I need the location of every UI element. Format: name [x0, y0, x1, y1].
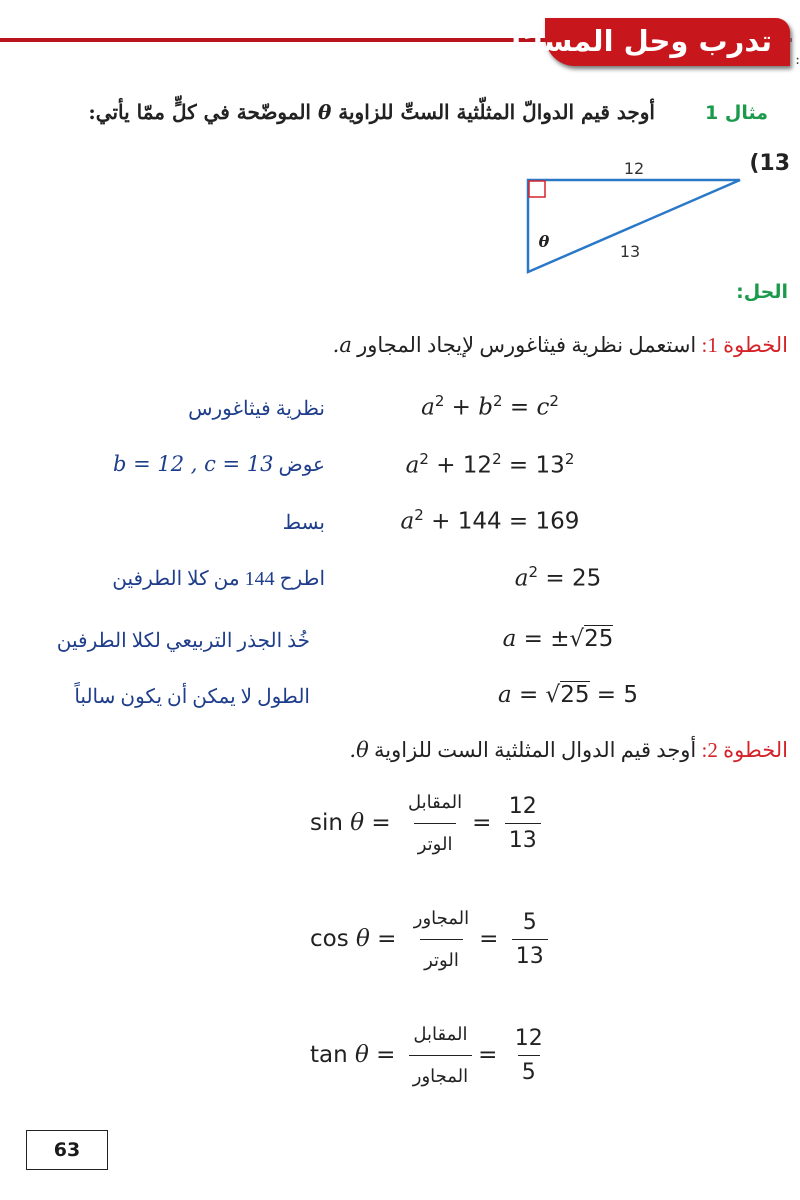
angle-theta-label: θ [538, 232, 550, 251]
page-number: 63 [26, 1130, 108, 1170]
cos-ratio-row: cos θ = $\frac{\text{المجاور}}{\text{الوتر}}$ = $\frac{5}{13}$ [310, 908, 554, 971]
instruction-post: الموضّحة في كلٍّ ممّا يأتي: [88, 100, 311, 124]
instruction-var: θ [317, 100, 332, 124]
step2-var: θ. [349, 738, 369, 762]
cos-word-fraction: $\frac{\text{المجاور}}{\text{الوتر}}$ [413, 908, 470, 970]
step1-var: a. [332, 333, 352, 357]
step1-label: الخطوة 1: [701, 333, 788, 357]
side-top-label: 12 [623, 159, 645, 178]
problem-number: (13 [749, 151, 790, 176]
sin-word-fraction: $\frac{\text{المقابل}}{\text{الوتر}}$ [408, 792, 463, 854]
step2-text: أوجد قيم الدوال المثلثية الست للزاوية [374, 738, 697, 762]
note-substitute: عوض b = 12 , c = 13 [112, 452, 325, 476]
note-substitute-math: b = 12 , c = 13 [112, 452, 274, 476]
note-square-root: خُذ الجذر التربيعي لكلا الطرفين [56, 630, 310, 652]
tan-label: tan [310, 1042, 348, 1068]
note-length-positive: الطول لا يمكن أن يكون سالباً [74, 686, 310, 708]
instruction-pre: أوجد قيم الدوالّ المثلّثية الستِّ للزاوية [338, 100, 655, 124]
equation-3: $a^2 + 144 = 169$ [400, 506, 580, 535]
sin-number-fraction: $\frac{12}{13}$ [505, 794, 541, 853]
equation-1: $a^2 + b^2 = c^2$ [421, 392, 559, 421]
cos-label: cos [310, 926, 349, 952]
triangle-figure [520, 150, 750, 280]
note-pythagoras: نظرية فيثاغورس [188, 398, 325, 420]
side-hyp-label: 13 [619, 242, 641, 261]
equation-5: a = ±√25 [502, 626, 614, 652]
note-simplify: بسط [282, 512, 325, 534]
solution-label: الحل: [736, 281, 788, 303]
step1-line [333, 333, 788, 358]
step1-text: استعمل نظرية فيثاغورس لإيجاد المجاور [357, 333, 697, 357]
cos-number-fraction: $\frac{5}{13}$ [512, 910, 548, 969]
tan-number-fraction: $\frac{12}{5}$ [514, 1026, 543, 1085]
sin-ratio-row: sin θ = $\frac{\text{المقابل}}{\text{الوتر}}$ = $\frac{12}{13}$ [310, 792, 547, 855]
sin-label: sin [310, 810, 343, 836]
note-subtract: اطرح 144 من كلا الطرفين [112, 568, 325, 590]
equation-6: a = √25 = 5 [497, 682, 639, 708]
equation-4: $a^2 = 25$ [514, 563, 602, 592]
colon-mark: : [795, 52, 800, 68]
tan-word-fraction: $\frac{\text{المقابل}}{\text{المجاور}}$ [409, 1024, 472, 1087]
section-title: تدرب وحل المسائل [496, 24, 772, 58]
step2-label: الخطوة 2: [701, 738, 788, 762]
example-instruction [88, 100, 655, 124]
example-label: مثال 1 [705, 102, 768, 124]
equation-2: $a^2 + 12^2 = 13^2$ [405, 450, 575, 479]
step2-line [349, 738, 788, 763]
tan-ratio-row: tan θ = $\frac{\text{المقابل}}{\text{المجاور}}$ = $\frac{12}{5}$ [310, 1024, 553, 1087]
right-angle-mark [529, 181, 545, 197]
